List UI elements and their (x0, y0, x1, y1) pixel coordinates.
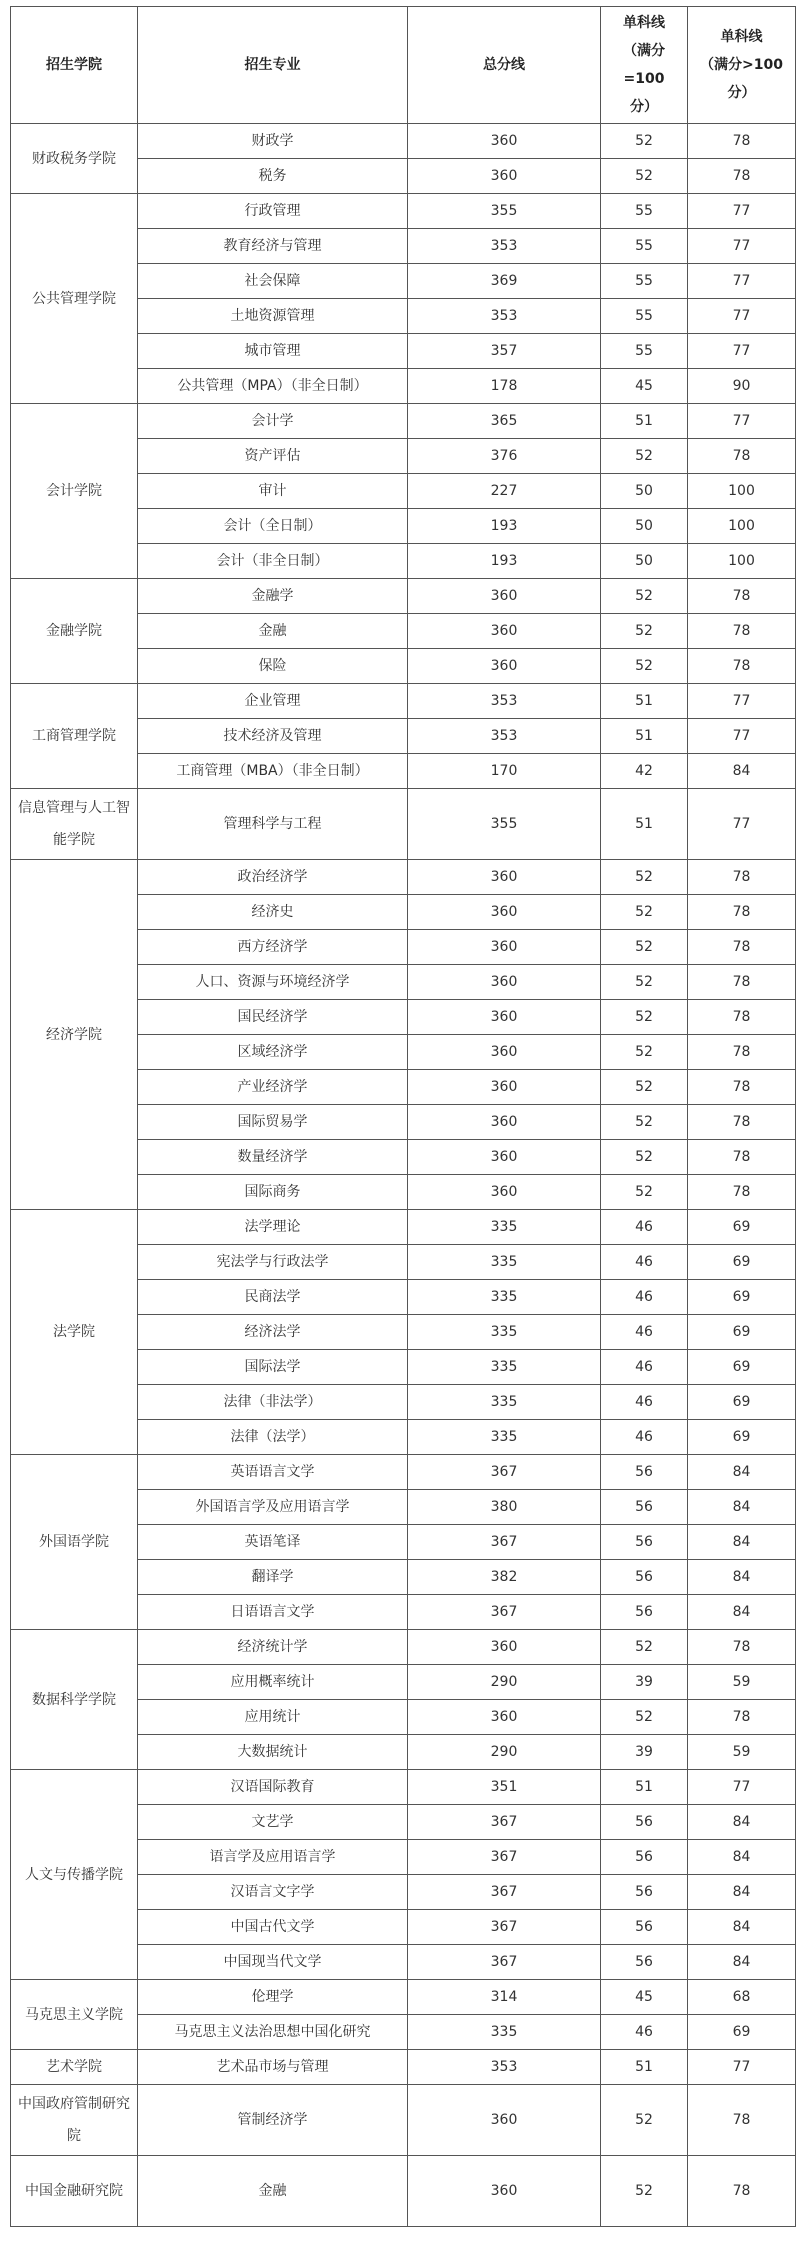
total-score-cell: 360 (408, 860, 601, 895)
major-cell: 马克思主义法治思想中国化研究 (138, 2015, 408, 2050)
total-score-cell: 360 (408, 930, 601, 965)
single-100-cell: 56 (601, 1595, 688, 1630)
single-100-cell: 56 (601, 1840, 688, 1875)
single-over-100-cell: 100 (688, 544, 796, 579)
single-100-cell: 46 (601, 2015, 688, 2050)
major-cell: 企业管理 (138, 684, 408, 719)
college-cell: 人文与传播学院 (11, 1770, 138, 1980)
single-over-100-cell: 77 (688, 334, 796, 369)
college-cell: 数据科学学院 (11, 1630, 138, 1770)
total-score-cell: 367 (408, 1595, 601, 1630)
major-cell: 会计（非全日制） (138, 544, 408, 579)
single-over-100-cell: 84 (688, 1525, 796, 1560)
major-cell: 经济史 (138, 895, 408, 930)
table-row (11, 404, 796, 439)
table-row (11, 2050, 796, 2085)
major-cell: 会计（全日制） (138, 509, 408, 544)
single-100-cell: 56 (601, 1455, 688, 1490)
major-cell: 城市管理 (138, 334, 408, 369)
single-100-cell: 52 (601, 579, 688, 614)
total-score-cell: 357 (408, 334, 601, 369)
single-over-100-cell: 69 (688, 1280, 796, 1315)
total-score-cell: 367 (408, 1840, 601, 1875)
total-score-cell: 178 (408, 369, 601, 404)
total-score-cell: 360 (408, 124, 601, 159)
major-cell: 中国古代文学 (138, 1910, 408, 1945)
single-100-cell: 52 (601, 860, 688, 895)
college-cell: 中国金融研究院 (11, 2156, 138, 2227)
table-row (11, 789, 796, 860)
major-cell: 法学理论 (138, 1210, 408, 1245)
major-cell: 人口、资源与环境经济学 (138, 965, 408, 1000)
total-score-cell: 367 (408, 1875, 601, 1910)
total-score-cell: 360 (408, 1630, 601, 1665)
single-over-100-cell: 77 (688, 264, 796, 299)
major-cell: 英语语言文学 (138, 1455, 408, 1490)
total-score-cell: 360 (408, 2156, 601, 2227)
single-over-100-cell: 77 (688, 684, 796, 719)
table-row (11, 2156, 796, 2227)
table-row (11, 860, 796, 895)
single-over-100-cell: 78 (688, 1700, 796, 1735)
major-cell: 国际法学 (138, 1350, 408, 1385)
total-score-cell: 380 (408, 1490, 601, 1525)
single-100-cell: 52 (601, 965, 688, 1000)
single-100-cell: 52 (601, 1630, 688, 1665)
single-100-cell: 51 (601, 1770, 688, 1805)
single-100-cell: 46 (601, 1385, 688, 1420)
single-over-100-cell: 78 (688, 614, 796, 649)
single-100-cell: 56 (601, 1945, 688, 1980)
single-over-100-cell: 78 (688, 860, 796, 895)
single-over-100-cell: 78 (688, 1035, 796, 1070)
single-100-cell: 46 (601, 1210, 688, 1245)
table-row (11, 1630, 796, 1665)
total-score-cell: 335 (408, 1315, 601, 1350)
single-over-100-cell: 78 (688, 930, 796, 965)
major-cell: 会计学 (138, 404, 408, 439)
single-100-cell: 45 (601, 369, 688, 404)
single-over-100-cell: 78 (688, 1140, 796, 1175)
single-100-cell: 46 (601, 1350, 688, 1385)
single-over-100-cell: 77 (688, 194, 796, 229)
college-cell: 金融学院 (11, 579, 138, 684)
single-over-100-cell: 77 (688, 2050, 796, 2085)
total-score-cell: 367 (408, 1525, 601, 1560)
single-over-100-cell: 84 (688, 1595, 796, 1630)
college-cell: 财政税务学院 (11, 124, 138, 194)
single-over-100-cell: 69 (688, 1315, 796, 1350)
single-100-cell: 51 (601, 684, 688, 719)
total-score-cell: 367 (408, 1945, 601, 1980)
total-score-cell: 353 (408, 299, 601, 334)
major-cell: 国际商务 (138, 1175, 408, 1210)
major-cell: 应用统计 (138, 1700, 408, 1735)
major-cell: 金融 (138, 2156, 408, 2227)
single-100-cell: 45 (601, 1980, 688, 2015)
single-over-100-cell: 78 (688, 124, 796, 159)
major-cell: 翻译学 (138, 1560, 408, 1595)
major-cell: 保险 (138, 649, 408, 684)
table-row (11, 1980, 796, 2015)
major-cell: 艺术品市场与管理 (138, 2050, 408, 2085)
college-cell: 法学院 (11, 1210, 138, 1455)
single-100-cell: 52 (601, 1000, 688, 1035)
major-cell: 经济法学 (138, 1315, 408, 1350)
major-cell: 大数据统计 (138, 1735, 408, 1770)
total-score-cell: 193 (408, 509, 601, 544)
total-score-cell: 355 (408, 194, 601, 229)
major-cell: 金融 (138, 614, 408, 649)
single-100-cell: 52 (601, 1700, 688, 1735)
major-cell: 西方经济学 (138, 930, 408, 965)
college-cell: 会计学院 (11, 404, 138, 579)
major-cell: 经济统计学 (138, 1630, 408, 1665)
single-over-100-cell: 77 (688, 404, 796, 439)
single-over-100-cell: 78 (688, 1630, 796, 1665)
header-single-100: 单科线 （满分=100 分） (601, 7, 688, 124)
major-cell: 法律（非法学） (138, 1385, 408, 1420)
single-over-100-cell: 78 (688, 1175, 796, 1210)
single-100-cell: 56 (601, 1525, 688, 1560)
single-100-cell: 56 (601, 1875, 688, 1910)
single-over-100-cell: 69 (688, 1350, 796, 1385)
total-score-cell: 335 (408, 1350, 601, 1385)
single-100-cell: 52 (601, 159, 688, 194)
major-cell: 政治经济学 (138, 860, 408, 895)
single-over-100-cell: 78 (688, 579, 796, 614)
single-over-100-cell: 84 (688, 1805, 796, 1840)
single-100-cell: 42 (601, 754, 688, 789)
single-over-100-cell: 84 (688, 1455, 796, 1490)
total-score-cell: 360 (408, 1175, 601, 1210)
single-over-100-cell: 77 (688, 719, 796, 754)
total-score-cell: 365 (408, 404, 601, 439)
major-cell: 区域经济学 (138, 1035, 408, 1070)
single-100-cell: 46 (601, 1245, 688, 1280)
single-100-cell: 51 (601, 719, 688, 754)
total-score-cell: 360 (408, 614, 601, 649)
single-100-cell: 50 (601, 544, 688, 579)
single-100-cell: 51 (601, 789, 688, 860)
single-over-100-cell: 100 (688, 474, 796, 509)
table-row (11, 194, 796, 229)
single-100-cell: 52 (601, 2085, 688, 2156)
single-over-100-cell: 84 (688, 1945, 796, 1980)
single-over-100-cell: 77 (688, 1770, 796, 1805)
major-cell: 土地资源管理 (138, 299, 408, 334)
major-cell: 外国语言学及应用语言学 (138, 1490, 408, 1525)
single-100-cell: 56 (601, 1560, 688, 1595)
major-cell: 金融学 (138, 579, 408, 614)
single-over-100-cell: 84 (688, 1875, 796, 1910)
single-over-100-cell: 78 (688, 2156, 796, 2227)
total-score-cell: 360 (408, 1035, 601, 1070)
major-cell: 汉语国际教育 (138, 1770, 408, 1805)
header-major: 招生专业 (138, 7, 408, 124)
single-over-100-cell: 78 (688, 2085, 796, 2156)
major-cell: 产业经济学 (138, 1070, 408, 1105)
single-over-100-cell: 68 (688, 1980, 796, 2015)
total-score-cell: 367 (408, 1455, 601, 1490)
score-table (10, 6, 796, 2227)
single-over-100-cell: 77 (688, 229, 796, 264)
single-100-cell: 52 (601, 1105, 688, 1140)
single-100-cell: 55 (601, 299, 688, 334)
single-over-100-cell: 69 (688, 2015, 796, 2050)
single-over-100-cell: 78 (688, 649, 796, 684)
college-cell: 经济学院 (11, 860, 138, 1210)
table-row (11, 124, 796, 159)
table-body (11, 124, 796, 2227)
table-row (11, 2085, 796, 2156)
total-score-cell: 360 (408, 2085, 601, 2156)
major-cell: 公共管理（MPA）（非全日制） (138, 369, 408, 404)
total-score-cell: 360 (408, 159, 601, 194)
total-score-cell: 335 (408, 1420, 601, 1455)
major-cell: 汉语言文字学 (138, 1875, 408, 1910)
total-score-cell: 369 (408, 264, 601, 299)
major-cell: 社会保障 (138, 264, 408, 299)
single-100-cell: 52 (601, 439, 688, 474)
major-cell: 管制经济学 (138, 2085, 408, 2156)
single-over-100-cell: 77 (688, 789, 796, 860)
major-cell: 税务 (138, 159, 408, 194)
total-score-cell: 290 (408, 1735, 601, 1770)
major-cell: 审计 (138, 474, 408, 509)
single-100-cell: 46 (601, 1420, 688, 1455)
major-cell: 行政管理 (138, 194, 408, 229)
single-100-cell: 52 (601, 2156, 688, 2227)
table-row (11, 579, 796, 614)
table-row (11, 1210, 796, 1245)
major-cell: 数量经济学 (138, 1140, 408, 1175)
total-score-cell: 360 (408, 1140, 601, 1175)
single-over-100-cell: 59 (688, 1735, 796, 1770)
major-cell: 宪法学与行政法学 (138, 1245, 408, 1280)
total-score-cell: 335 (408, 1280, 601, 1315)
single-100-cell: 52 (601, 124, 688, 159)
total-score-cell: 382 (408, 1560, 601, 1595)
major-cell: 应用概率统计 (138, 1665, 408, 1700)
major-cell: 中国现当代文学 (138, 1945, 408, 1980)
total-score-cell: 170 (408, 754, 601, 789)
college-cell: 公共管理学院 (11, 194, 138, 404)
total-score-cell: 335 (408, 2015, 601, 2050)
header-row (11, 7, 796, 124)
major-cell: 工商管理（MBA）（非全日制） (138, 754, 408, 789)
major-cell: 英语笔译 (138, 1525, 408, 1560)
college-cell: 中国政府管制研究院 (11, 2085, 138, 2156)
total-score-cell: 360 (408, 1070, 601, 1105)
college-cell: 工商管理学院 (11, 684, 138, 789)
single-100-cell: 55 (601, 264, 688, 299)
single-over-100-cell: 84 (688, 1490, 796, 1525)
single-100-cell: 55 (601, 334, 688, 369)
single-over-100-cell: 78 (688, 1000, 796, 1035)
single-over-100-cell: 84 (688, 1560, 796, 1595)
single-100-cell: 56 (601, 1490, 688, 1525)
header-total-score: 总分线 (408, 7, 601, 124)
single-100-cell: 50 (601, 509, 688, 544)
major-cell: 教育经济与管理 (138, 229, 408, 264)
college-cell: 艺术学院 (11, 2050, 138, 2085)
total-score-cell: 227 (408, 474, 601, 509)
single-over-100-cell: 78 (688, 965, 796, 1000)
single-over-100-cell: 69 (688, 1420, 796, 1455)
single-100-cell: 46 (601, 1315, 688, 1350)
total-score-cell: 353 (408, 719, 601, 754)
single-over-100-cell: 78 (688, 895, 796, 930)
major-cell: 管理科学与工程 (138, 789, 408, 860)
single-over-100-cell: 78 (688, 1105, 796, 1140)
single-over-100-cell: 77 (688, 299, 796, 334)
major-cell: 文艺学 (138, 1805, 408, 1840)
major-cell: 日语语言文学 (138, 1595, 408, 1630)
single-100-cell: 56 (601, 1910, 688, 1945)
table-row (11, 684, 796, 719)
single-100-cell: 51 (601, 2050, 688, 2085)
single-over-100-cell: 78 (688, 1070, 796, 1105)
major-cell: 财政学 (138, 124, 408, 159)
total-score-cell: 360 (408, 895, 601, 930)
total-score-cell: 360 (408, 649, 601, 684)
single-over-100-cell: 90 (688, 369, 796, 404)
total-score-cell: 360 (408, 579, 601, 614)
single-100-cell: 46 (601, 1280, 688, 1315)
single-100-cell: 52 (601, 1140, 688, 1175)
college-cell: 信息管理与人工智能学院 (11, 789, 138, 860)
single-100-cell: 52 (601, 1070, 688, 1105)
major-cell: 伦理学 (138, 1980, 408, 2015)
total-score-cell: 360 (408, 1000, 601, 1035)
single-100-cell: 52 (601, 895, 688, 930)
major-cell: 民商法学 (138, 1280, 408, 1315)
single-over-100-cell: 69 (688, 1385, 796, 1420)
total-score-cell: 360 (408, 1700, 601, 1735)
single-100-cell: 39 (601, 1735, 688, 1770)
total-score-cell: 355 (408, 789, 601, 860)
single-100-cell: 52 (601, 930, 688, 965)
single-100-cell: 50 (601, 474, 688, 509)
total-score-cell: 193 (408, 544, 601, 579)
total-score-cell: 335 (408, 1385, 601, 1420)
major-cell: 资产评估 (138, 439, 408, 474)
total-score-cell: 367 (408, 1805, 601, 1840)
total-score-cell: 353 (408, 684, 601, 719)
major-cell: 法律（法学） (138, 1420, 408, 1455)
single-100-cell: 39 (601, 1665, 688, 1700)
single-over-100-cell: 78 (688, 159, 796, 194)
total-score-cell: 335 (408, 1245, 601, 1280)
total-score-cell: 376 (408, 439, 601, 474)
single-over-100-cell: 69 (688, 1245, 796, 1280)
total-score-cell: 360 (408, 1105, 601, 1140)
college-cell: 外国语学院 (11, 1455, 138, 1630)
major-cell: 技术经济及管理 (138, 719, 408, 754)
total-score-cell: 353 (408, 2050, 601, 2085)
college-cell: 马克思主义学院 (11, 1980, 138, 2050)
single-100-cell: 55 (601, 229, 688, 264)
single-over-100-cell: 100 (688, 509, 796, 544)
major-cell: 国民经济学 (138, 1000, 408, 1035)
total-score-cell: 335 (408, 1210, 601, 1245)
header-single-over-100: 单科线 （满分>100 分） (688, 7, 796, 124)
single-100-cell: 52 (601, 1035, 688, 1070)
single-100-cell: 51 (601, 404, 688, 439)
single-over-100-cell: 59 (688, 1665, 796, 1700)
header-college: 招生学院 (11, 7, 138, 124)
total-score-cell: 360 (408, 965, 601, 1000)
single-100-cell: 52 (601, 649, 688, 684)
major-cell: 语言学及应用语言学 (138, 1840, 408, 1875)
single-100-cell: 52 (601, 614, 688, 649)
total-score-cell: 314 (408, 1980, 601, 2015)
table-row (11, 1455, 796, 1490)
total-score-cell: 290 (408, 1665, 601, 1700)
single-over-100-cell: 84 (688, 1910, 796, 1945)
table-row (11, 1770, 796, 1805)
major-cell: 国际贸易学 (138, 1105, 408, 1140)
total-score-cell: 353 (408, 229, 601, 264)
single-100-cell: 56 (601, 1805, 688, 1840)
single-over-100-cell: 84 (688, 754, 796, 789)
total-score-cell: 367 (408, 1910, 601, 1945)
single-over-100-cell: 69 (688, 1210, 796, 1245)
single-over-100-cell: 84 (688, 1840, 796, 1875)
single-over-100-cell: 78 (688, 439, 796, 474)
single-100-cell: 55 (601, 194, 688, 229)
total-score-cell: 351 (408, 1770, 601, 1805)
single-100-cell: 52 (601, 1175, 688, 1210)
